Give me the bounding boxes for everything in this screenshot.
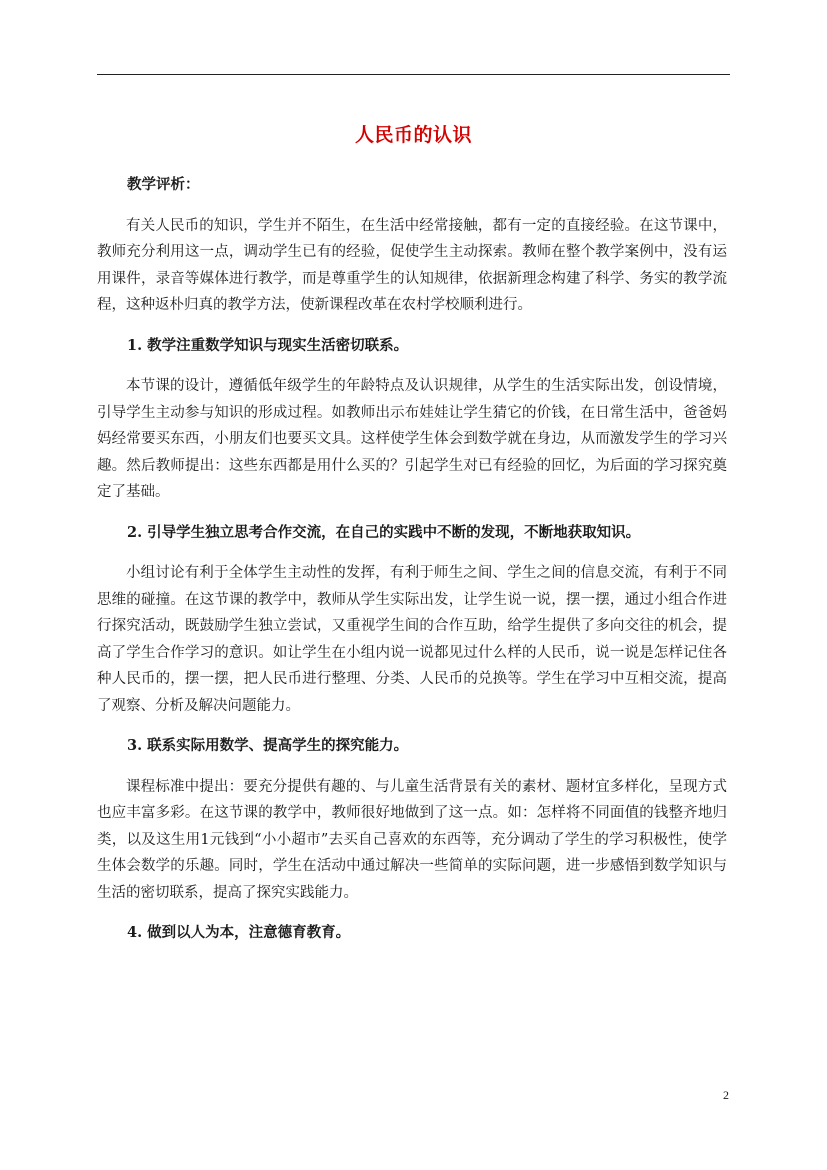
page-number: 2 <box>723 1088 729 1102</box>
section-heading-1: 1. 教学注重数学知识与现实生活密切联系。 <box>127 336 409 354</box>
section-label: 教学评析： <box>127 176 200 193</box>
section-heading-4: 4. 做到以人为本，注意德育教育。 <box>127 924 351 941</box>
document-title: 人民币的认识 <box>354 124 472 146</box>
intro-paragraph: 有关人民币的知识，学生并不陌生，在生活中经常接触，都有一定的直接经验。在这节课中，教师充分利用这一点，调动学生已有的经验，促使学生主动探索。教师在整个教学案例中，没有运用课件，录音等媒体进行教学，而是尊重学生的认知规律，依据新理念构建了科学、务实的教学流程，这种返朴归真的教学方法，使新课程改革在农村学校顺利进行。 <box>97 217 727 313</box>
header-rule <box>97 74 730 75</box>
document-body <box>97 172 727 961</box>
section-body-2: 小组讨论有利于全体学生主动性的发挥，有利于师生之间、学生之间的信息交流，有利于不同思维的碰撞。在这节课的教学中，教师从学生实际出发，让学生说一说，摆一摆，通过小组合作进行探究活动，既鼓励学生独立尝试，又重视学生间的合作互助，给学生提供了多向交往的机会，提高了学生合作学习的意识。如让学生在小组内说一说都见过什么样的人民币，说一说是怎样记住各种人民币的，摆一摆，把人民币进行整理、分类、人民币的兑换等。学生在学习中互相交流，提高了观察、分析及解决问题能力。 <box>97 565 727 714</box>
section-body-1: 本节课的设计，遵循低年级学生的年龄特点及认识规律，从学生的生活实际出发，创设情境，引导学生主动参与知识的形成过程。如教师出示布娃娃让学生猜它的价钱，在日常生活中，爸爸妈妈经常要买东西，小朋友们也要买文具。这样使学生体会到数学就在身边，从而激发学生的学习兴趣。然后教师提出：这些东西都是用什么买的？引起学生对已有经验的回忆，为后面的学习探究奠定了基础。 <box>97 378 727 500</box>
section-body-3: 课程标准中提出：要充分提供有趣的、与儿童生活背景有关的素材、题材宜多样化，呈现方式也应丰富多彩。在这节课的教学中，教师很好地做到了这一点。如：怎样将不同面值的钱整齐地归类，以及这生用1元钱到“小小超市”去买自己喜欢的东西等，充分调动了学生的学习积极性，使学生体会数学的乐趣。同时，学生在活动中通过解决一些简单的实际问题，进一步感悟到数学知识与生活的密切联系，提高了探究实践能力。 <box>97 778 727 901</box>
section-heading-2: 2. 引导学生独立思考合作交流，在自己的实践中不断的发现，不断地获取知识。 <box>127 523 641 541</box>
section-heading-3: 3. 联系实际用数学、提高学生的探究能力。 <box>127 737 409 754</box>
